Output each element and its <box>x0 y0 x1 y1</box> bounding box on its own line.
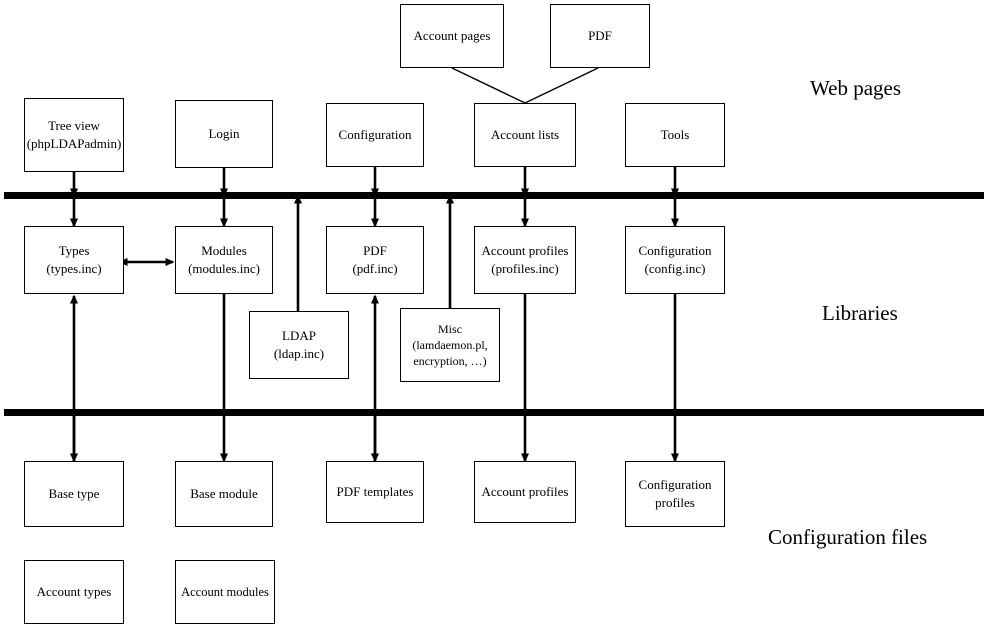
node-label: Account lists <box>490 127 560 143</box>
node-pdf-templates <box>326 461 424 523</box>
node-misc-lib <box>400 308 500 382</box>
node-configuration-lib <box>625 226 725 294</box>
node-sublabel: (modules.inc) <box>188 261 260 276</box>
node-sublabel: (pdf.inc) <box>352 261 398 276</box>
node-account-modules <box>175 560 275 624</box>
node-sublabel: profiles <box>655 495 695 510</box>
node-sublabel: (profiles.inc) <box>491 261 559 276</box>
node-tools <box>625 103 725 167</box>
node-label: LDAP <box>282 328 316 344</box>
node-label: Account profiles <box>481 484 569 500</box>
node-base-type <box>24 461 124 527</box>
node-label: Account pages <box>413 28 491 44</box>
node-label: Account types <box>36 584 112 600</box>
section-label-libraries: Libraries <box>822 301 898 325</box>
node-sublabel: (types.inc) <box>46 261 102 276</box>
node-label: Modules <box>201 243 247 259</box>
node-ldap-lib <box>249 311 349 379</box>
node-label: Types <box>58 243 90 259</box>
node-label: Login <box>208 126 240 142</box>
node-label: Account modules <box>181 584 269 599</box>
node-modules <box>175 226 273 294</box>
node-sublabel: (config.inc) <box>644 261 706 276</box>
node-account-profiles-files <box>474 461 576 523</box>
section-label-configuration-files: Configuration files <box>768 525 928 549</box>
node-sublabel: (ldap.inc) <box>273 346 325 361</box>
band-web-libraries <box>4 192 984 199</box>
node-login <box>175 100 273 168</box>
node-label: Base type <box>48 486 100 502</box>
node-sublabel: (phpLDAPadmin) <box>26 136 122 151</box>
node-account-types <box>24 560 124 624</box>
node-label: Tools <box>660 127 690 143</box>
node-configuration-web <box>326 103 424 167</box>
node-label: Misc <box>438 321 462 336</box>
node-label: PDF templates <box>336 484 414 500</box>
node-pdf-top <box>550 4 650 68</box>
connector-account-pages-to-account-lists <box>452 68 525 103</box>
node-pdf-lib <box>326 226 424 294</box>
node-account-lists <box>474 103 576 167</box>
node-label: Configuration <box>638 477 712 493</box>
node-account-profiles-lib <box>474 226 576 294</box>
connector-pdf-to-account-lists <box>525 68 598 103</box>
band-libraries-config <box>4 409 984 416</box>
node-base-module <box>175 461 273 527</box>
node-label: PDF <box>588 28 612 44</box>
node-tree-view <box>24 98 124 172</box>
node-label: Account profiles <box>481 243 569 259</box>
node-label: Configuration <box>638 243 712 259</box>
node-label: Base module <box>190 486 258 502</box>
node-sublabel: (lamdaemon.pl, encryption, …) <box>412 337 488 369</box>
section-label-web-pages: Web pages <box>810 76 902 100</box>
node-account-pages <box>400 4 504 68</box>
node-types <box>24 226 124 294</box>
node-configuration-profiles <box>625 461 725 527</box>
node-label: PDF <box>363 243 387 259</box>
node-label: Tree view <box>48 118 100 134</box>
node-label: Configuration <box>338 127 412 143</box>
